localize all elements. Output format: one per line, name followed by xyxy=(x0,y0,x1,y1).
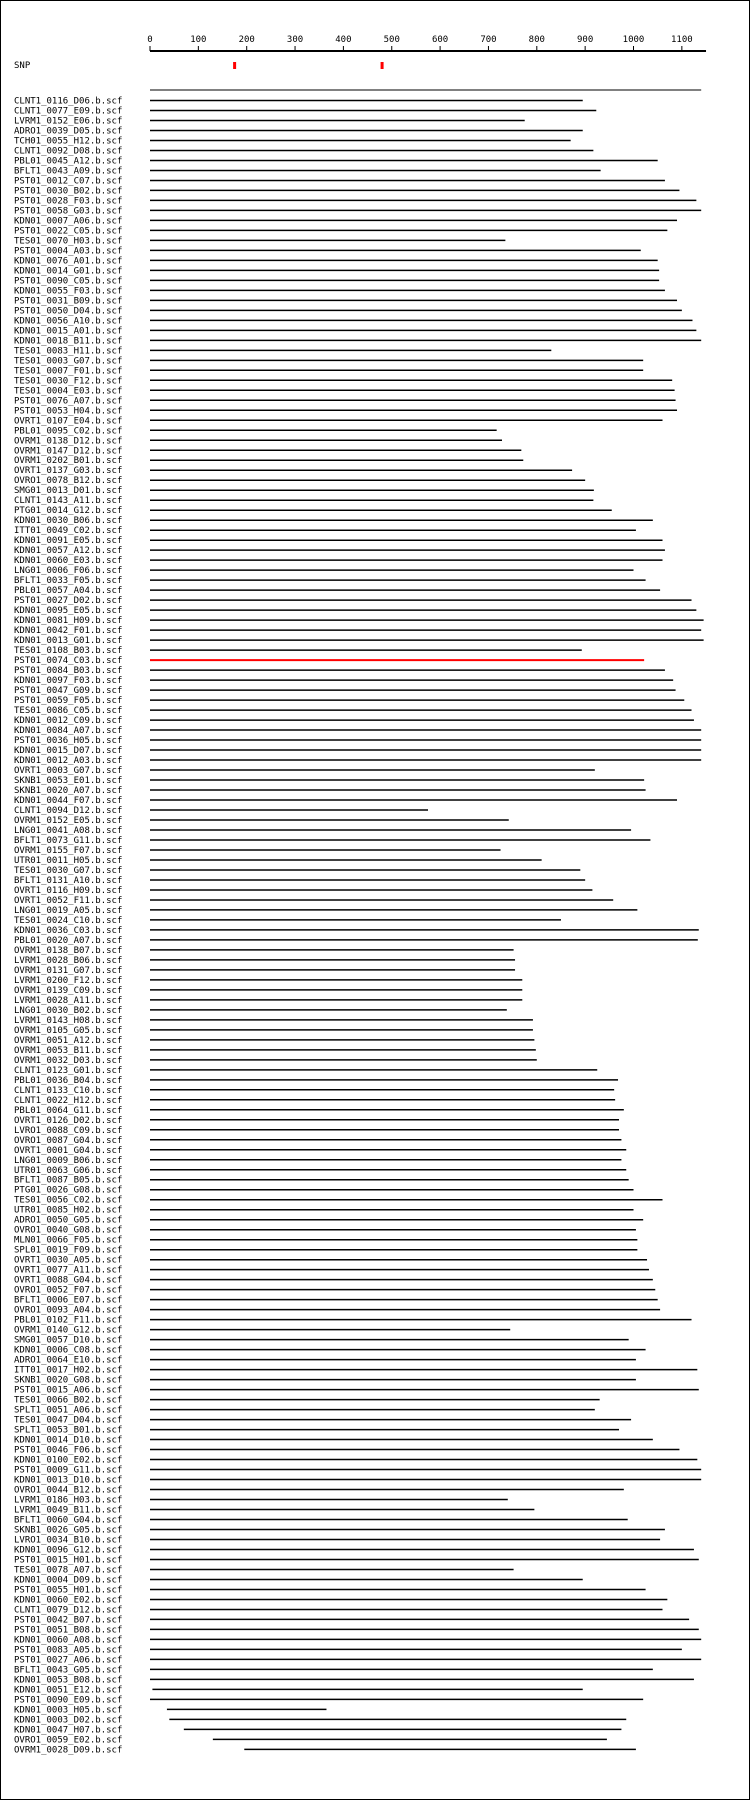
read-name: TES01_0007_F01.b.scf xyxy=(14,366,123,377)
read-name: CLNT1_0094_D12.b.scf xyxy=(14,806,123,817)
read-name: PBL01_0020_A07.b.scf xyxy=(14,935,123,946)
read-name: PST01_0059_F05.b.scf xyxy=(14,696,123,707)
read-name: TES01_0086_C05.b.scf xyxy=(14,706,123,717)
read-name: PST01_0042_B07.b.scf xyxy=(14,1615,123,1626)
read-name: SKNB1_0026_G05.b.scf xyxy=(14,1525,123,1536)
read-name: OVRT1_0030_A05.b.scf xyxy=(14,1255,123,1266)
read-name: KDN01_0076_A01.b.scf xyxy=(14,256,123,267)
read-name: CLNT1_0143_A11.b.scf xyxy=(14,496,123,507)
read-name: KDN01_0091_E05.b.scf xyxy=(14,536,123,547)
read-name: OVRT1_0137_G03.b.scf xyxy=(14,466,123,477)
read-name: PBL01_0095_C02.b.scf xyxy=(14,426,123,437)
read-name: KDN01_0097_F03.b.scf xyxy=(14,676,123,687)
read-name: LVRM1_0049_B11.b.scf xyxy=(14,1505,123,1516)
read-name: PST01_0004_A03.b.scf xyxy=(14,246,123,257)
read-name: CLNT1_0077_E09.b.scf xyxy=(14,106,123,117)
read-name: LVRM1_0028_B06.b.scf xyxy=(14,955,123,966)
read-name: BFLT1_0073_G11.b.scf xyxy=(14,835,123,846)
read-name: OVRT1_0001_G04.b.scf xyxy=(14,1145,123,1156)
read-name: KDN01_0044_F07.b.scf xyxy=(14,796,123,807)
read-name: TES01_0070_H03.b.scf xyxy=(14,236,123,247)
read-name: LNG01_0006_F06.b.scf xyxy=(14,566,123,577)
read-name: TES01_0066_B02.b.scf xyxy=(14,1395,123,1406)
read-name: SMG01_0057_D10.b.scf xyxy=(14,1335,123,1346)
axis-tick-label: 600 xyxy=(431,35,449,45)
read-name: UTR01_0085_H02.b.scf xyxy=(14,1205,123,1216)
read-name: CLNT1_0133_C10.b.scf xyxy=(14,1085,123,1096)
read-name: PST01_0053_H04.b.scf xyxy=(14,406,123,417)
read-name: PST01_0050_D04.b.scf xyxy=(14,306,123,317)
read-name: SPLT1_0051_A06.b.scf xyxy=(14,1405,123,1416)
axis-tick-label: 400 xyxy=(335,35,352,45)
read-name: PST01_0055_H01.b.scf xyxy=(14,1585,123,1596)
read-name: KDN01_0003_H05.b.scf xyxy=(14,1705,123,1716)
read-name: PST01_0047_G09.b.scf xyxy=(14,686,123,697)
read-name: OVRO1_0059_E02.b.scf xyxy=(14,1735,123,1746)
read-name: ITT01_0049_C02.b.scf xyxy=(14,526,123,537)
read-name: OVRM1_0051_A12.b.scf xyxy=(14,1035,123,1046)
read-name: UTR01_0063_G06.b.scf xyxy=(14,1165,123,1176)
read-name: PST01_0009_G11.b.scf xyxy=(14,1465,123,1476)
snp-marker xyxy=(381,62,384,69)
read-name: OVRO1_0087_G04.b.scf xyxy=(14,1135,123,1146)
read-name: PST01_0030_B02.b.scf xyxy=(14,186,123,197)
read-name: PBL01_0036_B04.b.scf xyxy=(14,1075,123,1086)
read-name: UTR01_0011_H05.b.scf xyxy=(14,855,123,866)
read-name: SKNB1_0020_G08.b.scf xyxy=(14,1375,123,1386)
read-name: PBL01_0057_A04.b.scf xyxy=(14,586,123,597)
read-name: PBL01_0102_F11.b.scf xyxy=(14,1315,123,1326)
read-name: LVRO1_0034_B10.b.scf xyxy=(14,1535,123,1546)
read-name: PST01_0015_H01.b.scf xyxy=(14,1555,123,1566)
read-name: PST01_0046_F06.b.scf xyxy=(14,1445,123,1456)
read-name: TES01_0030_F12.b.scf xyxy=(14,376,123,387)
snp-marker xyxy=(233,62,236,69)
read-name: OVRO1_0040_G08.b.scf xyxy=(14,1225,123,1236)
read-name: KDN01_0084_A07.b.scf xyxy=(14,726,123,737)
read-name: TES01_0083_H11.b.scf xyxy=(14,346,123,357)
read-name: OVRM1_0053_B11.b.scf xyxy=(14,1045,123,1056)
read-name: TCH01_0055_H12.b.scf xyxy=(14,136,123,147)
read-name: PBL01_0045_A12.b.scf xyxy=(14,156,123,167)
read-name: SPL01_0019_F09.b.scf xyxy=(14,1245,123,1256)
read-name: OVRT1_0088_G04.b.scf xyxy=(14,1275,123,1286)
read-name: PST01_0028_F03.b.scf xyxy=(14,196,123,207)
read-name: KDN01_0053_B08.b.scf xyxy=(14,1675,123,1686)
axis-tick-label: 700 xyxy=(480,35,497,45)
read-name: OVRM1_0138_D12.b.scf xyxy=(14,436,123,447)
axis-tick-label: 0 xyxy=(147,35,153,45)
read-name: OVRT1_0116_H09.b.scf xyxy=(14,885,123,896)
read-name: TES01_0078_A07.b.scf xyxy=(14,1565,123,1576)
read-name: PST01_0084_B03.b.scf xyxy=(14,666,123,677)
read-name: CLNT1_0079_D12.b.scf xyxy=(14,1605,123,1616)
read-name: KDN01_0055_F03.b.scf xyxy=(14,286,123,297)
read-name: SPLT1_0053_B01.b.scf xyxy=(14,1425,123,1436)
axis-tick-label: 300 xyxy=(286,35,304,45)
read-name: KDN01_0100_E02.b.scf xyxy=(14,1455,123,1466)
read-name: TES01_0003_G07.b.scf xyxy=(14,356,123,367)
read-name: OVRM1_0105_G05.b.scf xyxy=(14,1025,123,1036)
read-name: ADRO1_0050_G05.b.scf xyxy=(14,1215,123,1226)
read-name: OVRT1_0126_D02.b.scf xyxy=(14,1115,123,1126)
read-name: TES01_0030_G07.b.scf xyxy=(14,865,123,876)
read-name: OVRM1_0155_F07.b.scf xyxy=(14,845,123,856)
read-name: PST01_0090_C05.b.scf xyxy=(14,276,123,287)
read-name: OVRO1_0052_F07.b.scf xyxy=(14,1285,123,1296)
read-name: KDN01_0051_E12.b.scf xyxy=(14,1685,123,1696)
read-name: PBL01_0064_G11.b.scf xyxy=(14,1105,123,1116)
read-name: KDN01_0047_H07.b.scf xyxy=(14,1725,123,1736)
read-name: KDN01_0060_E03.b.scf xyxy=(14,556,123,567)
read-name: TES01_0024_C10.b.scf xyxy=(14,915,123,926)
read-name: PST01_0036_H05.b.scf xyxy=(14,736,123,747)
read-name: PST01_0015_A06.b.scf xyxy=(14,1385,123,1396)
read-name: PST01_0012_C07.b.scf xyxy=(14,176,123,187)
read-name: OVRT1_0107_E04.b.scf xyxy=(14,416,123,427)
read-name: KDN01_0060_A08.b.scf xyxy=(14,1635,123,1646)
read-name: MLN01_0066_F05.b.scf xyxy=(14,1235,123,1246)
read-name: KDN01_0012_A03.b.scf xyxy=(14,756,123,767)
axis-tick-label: 1100 xyxy=(671,35,693,45)
read-name: KDN01_0042_F01.b.scf xyxy=(14,626,123,637)
read-name: ITT01_0017_H02.b.scf xyxy=(14,1365,123,1376)
read-name: OVRM1_0202_B01.b.scf xyxy=(14,456,123,467)
read-name: BFLT1_0131_A10.b.scf xyxy=(14,875,123,886)
read-name: KDN01_0013_D10.b.scf xyxy=(14,1475,123,1486)
read-name: LNG01_0009_B06.b.scf xyxy=(14,1155,123,1166)
read-name: BFLT1_0006_E07.b.scf xyxy=(14,1295,123,1306)
axis-tick-label: 200 xyxy=(238,35,255,45)
read-name: OVRT1_0077_A11.b.scf xyxy=(14,1265,123,1276)
read-name: CLNT1_0123_G01.b.scf xyxy=(14,1065,123,1076)
read-name: KDN01_0060_E02.b.scf xyxy=(14,1595,123,1606)
read-name: OVRM1_0028_D09.b.scf xyxy=(14,1745,123,1756)
read-name: OVRM1_0138_B07.b.scf xyxy=(14,945,123,956)
read-name: OVRM1_0147_D12.b.scf xyxy=(14,446,123,457)
read-name: PST01_0027_D02.b.scf xyxy=(14,596,123,607)
read-name: KDN01_0012_C09.b.scf xyxy=(14,716,123,727)
read-name: KDN01_0004_D09.b.scf xyxy=(14,1575,123,1586)
read-name: TES01_0047_D04.b.scf xyxy=(14,1415,123,1426)
read-name: SKNB1_0053_E01.b.scf xyxy=(14,776,123,787)
read-name: BFLT1_0033_F05.b.scf xyxy=(14,576,123,587)
axis-tick-label: 1000 xyxy=(622,35,645,45)
read-name: OVRM1_0140_G12.b.scf xyxy=(14,1325,123,1336)
read-name: ADRO1_0039_D05.b.scf xyxy=(14,126,123,137)
read-name: KDN01_0006_C08.b.scf xyxy=(14,1345,123,1356)
read-name: PST01_0090_E09.b.scf xyxy=(14,1695,123,1706)
read-name: CLNT1_0116_D06.b.scf xyxy=(14,96,123,107)
read-name: CLNT1_0092_D08.b.scf xyxy=(14,146,123,157)
read-name: LNG01_0041_A08.b.scf xyxy=(14,825,123,836)
snp-track-label: SNP xyxy=(14,61,31,71)
read-name: KDN01_0018_B11.b.scf xyxy=(14,336,123,347)
read-name: TES01_0108_B03.b.scf xyxy=(14,646,123,657)
read-name: KDN01_0013_G01.b.scf xyxy=(14,636,123,647)
read-name: PTG01_0026_G08.b.scf xyxy=(14,1185,123,1196)
read-name: KDN01_0057_A12.b.scf xyxy=(14,546,123,557)
read-name: ADRO1_0064_E10.b.scf xyxy=(14,1355,123,1366)
read-name: LVRM1_0143_H08.b.scf xyxy=(14,1015,123,1026)
read-name: PST01_0027_A06.b.scf xyxy=(14,1655,123,1666)
axis-tick-label: 100 xyxy=(190,35,207,45)
read-name: OVRO1_0078_B12.b.scf xyxy=(14,476,123,487)
read-name: PST01_0058_G03.b.scf xyxy=(14,206,123,217)
read-name: KDN01_0081_H09.b.scf xyxy=(14,616,123,627)
read-name: PST01_0022_C05.b.scf xyxy=(14,226,123,237)
read-name: TES01_0004_E03.b.scf xyxy=(14,386,123,397)
axis-tick-label: 800 xyxy=(528,35,545,45)
read-name: PST01_0074_C03.b.scf xyxy=(14,656,123,667)
read-name: KDN01_0095_E05.b.scf xyxy=(14,606,123,617)
read-name: KDN01_0014_G01.b.scf xyxy=(14,266,123,277)
read-name: CLNT1_0022_H12.b.scf xyxy=(14,1095,123,1106)
read-name: OVRM1_0131_G07.b.scf xyxy=(14,965,123,976)
read-name: LVRM1_0200_F12.b.scf xyxy=(14,975,123,986)
read-name: LVRO1_0088_C09.b.scf xyxy=(14,1125,123,1136)
read-name: OVRT1_0003_G07.b.scf xyxy=(14,766,123,777)
read-name: LVRM1_0152_E06.b.scf xyxy=(14,116,123,127)
read-name: OVRM1_0139_C09.b.scf xyxy=(14,985,123,996)
read-name: KDN01_0096_G12.b.scf xyxy=(14,1545,123,1556)
read-name: KDN01_0014_D10.b.scf xyxy=(14,1435,123,1446)
read-name: OVRO1_0093_A04.b.scf xyxy=(14,1305,123,1316)
read-name: SKNB1_0020_A07.b.scf xyxy=(14,786,123,797)
read-name: OVRM1_0152_E05.b.scf xyxy=(14,815,123,826)
read-name: KDN01_0015_D07.b.scf xyxy=(14,746,123,757)
axis-tick-label: 900 xyxy=(577,35,594,45)
read-name: LVRM1_0028_A11.b.scf xyxy=(14,995,123,1006)
read-name: PST01_0076_A07.b.scf xyxy=(14,396,123,407)
read-name: LNG01_0019_A05.b.scf xyxy=(14,905,123,916)
read-name: KDN01_0007_A06.b.scf xyxy=(14,216,123,227)
read-name: BFLT1_0087_B05.b.scf xyxy=(14,1175,123,1186)
read-name: TES01_0056_C02.b.scf xyxy=(14,1195,123,1206)
read-name: BFLT1_0060_G04.b.scf xyxy=(14,1515,123,1526)
read-name: OVRO1_0044_B12.b.scf xyxy=(14,1485,123,1496)
read-name: KDN01_0003_D02.b.scf xyxy=(14,1715,123,1726)
read-name: BFLT1_0043_G05.b.scf xyxy=(14,1665,123,1676)
read-name: KDN01_0056_A10.b.scf xyxy=(14,316,123,327)
read-name: PTG01_0014_G12.b.scf xyxy=(14,506,123,517)
read-name: PST01_0083_A05.b.scf xyxy=(14,1645,123,1656)
read-name: OVRT1_0052_F11.b.scf xyxy=(14,895,123,906)
read-name: LVRM1_0186_H03.b.scf xyxy=(14,1495,123,1506)
read-name: BFLT1_0043_A09.b.scf xyxy=(14,166,123,177)
read-name: KDN01_0015_A01.b.scf xyxy=(14,326,123,337)
read-name: LNG01_0030_B02.b.scf xyxy=(14,1005,123,1016)
read-name: SMG01_0013_D01.b.scf xyxy=(14,486,123,497)
read-name: KDN01_0030_B06.b.scf xyxy=(14,516,123,527)
axis-tick-label: 500 xyxy=(383,35,400,45)
read-name: KDN01_0036_C03.b.scf xyxy=(14,925,123,936)
read-name: OVRM1_0032_D03.b.scf xyxy=(14,1055,123,1066)
read-name: PST01_0031_B09.b.scf xyxy=(14,296,123,307)
read-name: PST01_0051_B08.b.scf xyxy=(14,1625,123,1636)
